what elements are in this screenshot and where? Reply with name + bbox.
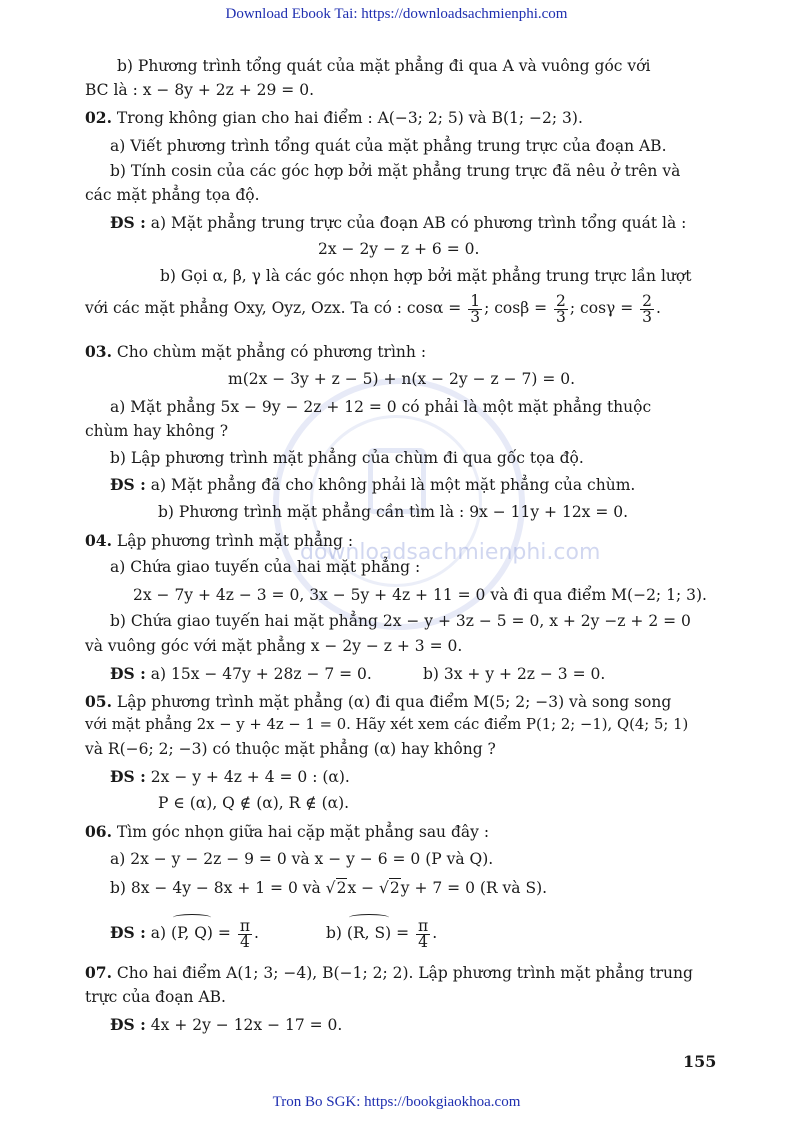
fraction [416, 916, 430, 951]
numerator: π [239, 916, 250, 935]
text-line: b) Tính cosin của các góc hợp bởi mặt phẳng trung trực đã nêu ở trên và [110, 162, 681, 180]
fraction [554, 291, 568, 326]
footer-link[interactable]: Tron Bo SGK: https://bookgiaokhoa.com [272, 1094, 521, 1110]
exercise-number: 04. [85, 531, 112, 550]
text-line: 2x − y + 4z + 4 = 0 : (α). [145, 768, 350, 786]
text-line: và R(−6; 2; −3) có thuộc mặt phẳng (α) hay không ? [85, 740, 496, 758]
text-line: các mặt phẳng tọa độ. [85, 186, 260, 204]
exercise-02 [85, 108, 583, 128]
fraction [640, 291, 654, 326]
equation-line: a) 2x − y − 2z − 9 = 0 và x − y − 6 = 0 (P và Q). [110, 850, 494, 868]
text-line: a) Viết phương trình tổng quát của mặt phẳng trung trực của đoạn AB. [110, 137, 667, 155]
answer-label: ĐS : [110, 1015, 146, 1034]
exercise-number: 02. [85, 108, 112, 127]
exercise-number: 03. [85, 342, 112, 361]
text-line: Lập phương trình mặt phẳng : [111, 532, 354, 550]
answer-line [110, 767, 350, 787]
denominator: 4 [239, 932, 250, 951]
text-segment: a) [145, 924, 172, 942]
equation-line: m(2x − 3y + z − 5) + n(x − 2y − z − 7) = 0. [228, 370, 576, 388]
cosine-line [85, 293, 661, 325]
equation-line: 2x − 2y − z + 6 = 0. [318, 240, 480, 258]
text-line: a) Mặt phẳng đã cho không phải là một mặt phẳng của chùm. [145, 476, 636, 494]
text-line: Trong không gian cho hai điểm : A(−3; 2; 5) và B(1; −2; 3). [111, 109, 583, 127]
text-line: b) Phương trình tổng quát của mặt phẳng đi qua A và vuông góc với [117, 57, 651, 75]
text-line: với mặt phẳng 2x − y + 4z − 1 = 0. Hãy xét xem các điểm P(1; 2; −1), Q(4; 5; 1) [85, 716, 689, 733]
answer-label: ĐS : [110, 475, 146, 494]
text-line: P ∈ (α), Q ∉ (α), R ∉ (α). [158, 794, 350, 812]
numerator: 1 [470, 291, 481, 310]
answer-line [110, 664, 372, 684]
text-segment: ; cosγ = [569, 299, 634, 317]
text-segment: x − [347, 879, 380, 897]
text-line: b) Gọi α, β, γ là các góc nhọn hợp bởi mặt phẳng trung trực lần lượt [160, 267, 692, 285]
denominator: 3 [556, 307, 566, 326]
numerator: π [418, 916, 429, 935]
text-line: b) 3x + y + 2z − 3 = 0. [423, 665, 606, 683]
answer-line [110, 1015, 342, 1035]
exercise-06 [85, 822, 489, 842]
equation-line: 2x − 7y + 4z − 3 = 0, 3x − 5y + 4z + 11 = 0 và đi qua điểm M(−2; 1; 3). [133, 586, 707, 604]
text-line: 4x + 2y − 12x − 17 = 0. [145, 1016, 343, 1034]
text-segment: . [254, 924, 259, 942]
angle-notation: (P, Q) [171, 914, 213, 948]
text-line: b) Phương trình mặt phẳng cần tìm là : 9x − 11y + 12x = 0. [158, 503, 629, 521]
text-segment: b) [326, 924, 347, 942]
denominator: 4 [418, 932, 429, 951]
text-line: chùm hay không ? [85, 422, 229, 440]
text-segment: . [656, 299, 661, 317]
text-line: trực của đoạn AB. [85, 988, 226, 1006]
answer-line [326, 914, 437, 950]
text-segment: y + 7 = 0 (R và S). [400, 879, 548, 897]
text-line: a) 15x − 47y + 28z − 7 = 0. [145, 665, 372, 683]
text-segment: ; cosβ = [484, 299, 548, 317]
text-line: Cho hai điểm A(1; 3; −4), B(−1; 2; 2). Lập phương trình mặt phẳng trung [111, 964, 693, 982]
exercise-04 [85, 531, 353, 551]
exercise-number: 05. [85, 692, 112, 711]
exercise-07 [85, 963, 693, 983]
sqrt-value: 2 [336, 879, 347, 897]
text-line: BC là : x − 8y + 2z + 29 = 0. [85, 81, 315, 99]
text-line: Cho chùm mặt phẳng có phương trình : [111, 343, 427, 361]
text-line: b) Lập phương trình mặt phẳng của chùm đi qua gốc tọa độ. [110, 449, 584, 467]
page-number: 155 [683, 1052, 717, 1071]
sqrt-sign: √ [325, 879, 336, 897]
equation-line [110, 878, 547, 898]
answer-line [110, 213, 686, 233]
sqrt-sign: √ [379, 879, 389, 897]
fraction [468, 291, 482, 326]
answer-label: ĐS : [110, 664, 146, 683]
text-line: Tìm góc nhọn giữa hai cặp mặt phẳng sau đây : [111, 823, 490, 841]
text-segment: = [391, 924, 414, 942]
numerator: 2 [642, 291, 653, 310]
text-segment: = [212, 924, 236, 942]
numerator: 2 [556, 291, 566, 310]
denominator: 3 [470, 307, 481, 326]
angle-notation: (R, S) [347, 914, 391, 948]
text-line: Lập phương trình mặt phẳng (α) đi qua điểm M(5; 2; −3) và song song [111, 693, 672, 711]
text-segment: . [432, 924, 438, 942]
exercise-05 [85, 692, 671, 712]
answer-label: ĐS : [110, 213, 146, 232]
exercise-03 [85, 342, 426, 362]
text-segment: b) 8x − 4y − 8x + 1 = 0 và [110, 879, 326, 897]
exercise-number: 06. [85, 822, 112, 841]
exercise-number: 07. [85, 963, 112, 982]
watermark-text: downloadsachmienphi.com [300, 540, 601, 565]
text-line: a) Mặt phẳng trung trực của đoạn AB có phương trình tổng quát là : [145, 214, 687, 232]
text-line: a) Chứa giao tuyến của hai mặt phẳng : [110, 558, 421, 576]
text-line: b) Chứa giao tuyến hai mặt phẳng 2x − y + 3z − 5 = 0, x + 2y −z + 2 = 0 [110, 612, 691, 630]
denominator: 3 [642, 307, 653, 326]
text-line: và vuông góc với mặt phẳng x − 2y − z + 3 = 0. [85, 637, 463, 655]
text-segment: với các mặt phẳng Oxy, Oyz, Ozx. Ta có : cosα = [85, 299, 462, 317]
answer-line [110, 475, 635, 495]
answer-label: ĐS : [110, 767, 146, 786]
text-line: a) Mặt phẳng 5x − 9y − 2z + 12 = 0 có phải là một mặt phẳng thuộc [110, 398, 652, 416]
sqrt-value: 2 [389, 879, 400, 897]
answer-line [110, 914, 259, 950]
header-link[interactable]: Download Ebook Tai: https://downloadsachmienphi.com [225, 6, 568, 22]
answer-label: ĐS : [110, 923, 146, 942]
fraction [238, 916, 252, 951]
